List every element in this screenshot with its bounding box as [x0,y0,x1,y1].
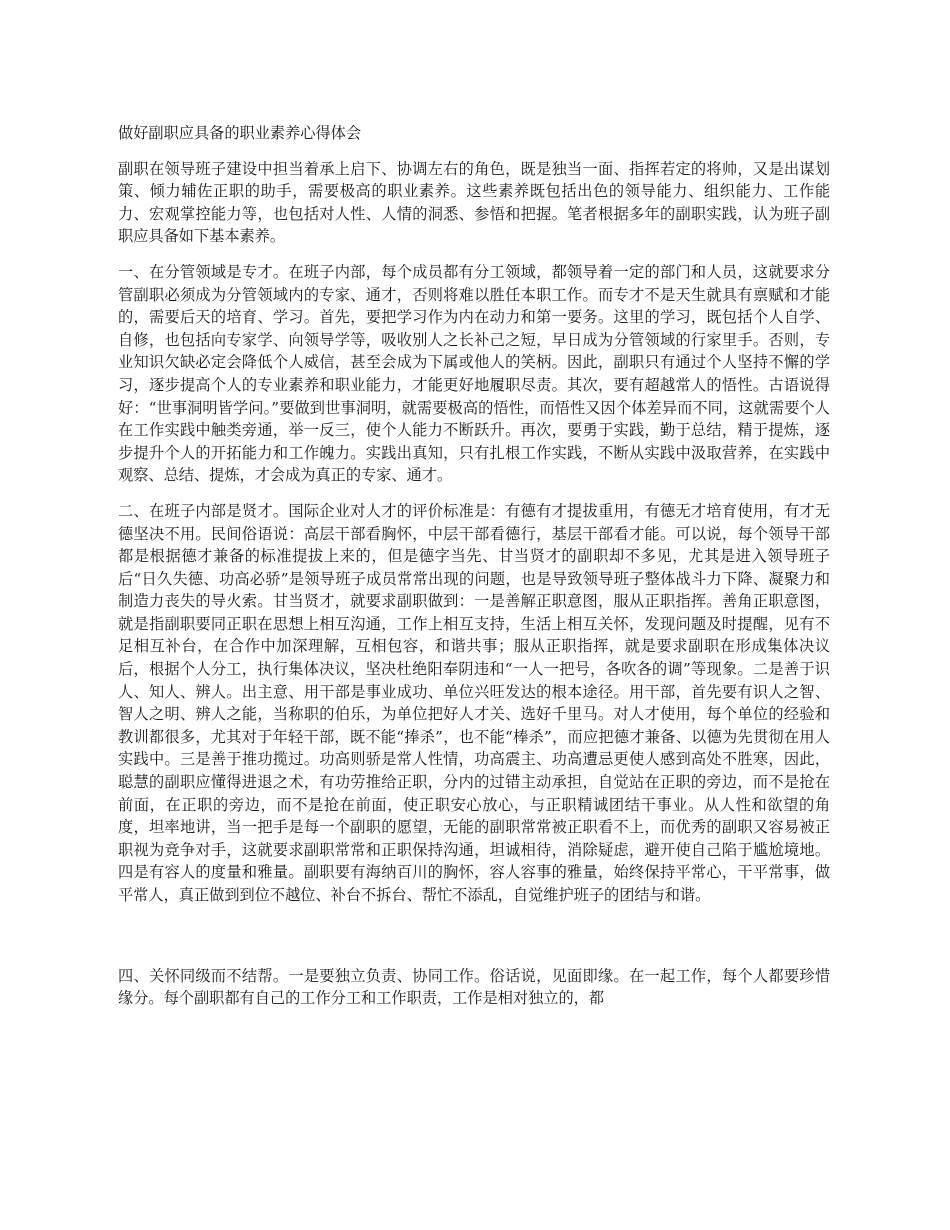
intro-paragraph: 副职在领导班子建设中担当着承上启下、协调左右的角色，既是独当一面、指挥若定的将帅，又是出谋划策、倾力辅佐正职的助手，需要极高的职业素养。这些素养既包括出色的领导能力、组织能力、工作能力、宏观掌控能力等，也包括对人性、人情的洞悉、参悟和把握。笔者根据多年的副职实践，认为班子副职应具备如下基本素养。 [118,159,830,246]
section-four-paragraph: 四、关怀同级而不结帮。一是要独立负责、协同工作。俗话说，见面即缘。在一起工作，每个人都要珍惜缘分。每个副职都有自己的工作分工和工作职责，工作是相对独立的，都 [118,966,830,1008]
section-one-paragraph: 一、在分管领域是专才。在班子内部，每个成员都有分工领域，都领导着一定的部门和人员，这就要求分管副职必须成为分管领域内的专家、通才，否则将难以胜任本职工作。而专才不是天生就具有禀赋和才能的，需要后天的培育、学习。首先，要把学习作为内在动力和第一要务。这里的学习，既包括个人自学、自修，也包括向专家学、向领导学等，吸收别人之长补己之短，早日成为分管领域的行家里手。否则，专业知识欠缺必定会降低个人威信，甚至会成为下属或他人的笑柄。因此，副职只有通过个人坚持不懈的学习，逐步提高个人的专业素养和职业能力，才能更好地履职尽责。其次，要有超越常人的悟性。古语说得好：“世事洞明皆学问。”要做到世事洞明，就需要极高的悟性，而悟性又因个体差异而不同，这就需要个人在工作实践中触类旁通，举一反三，使个人能力不断跃升。再次，要勇于实践，勤于总结，精于提炼，逐步提升个人的开拓能力和工作魄力。实践出真知，只有扎根工作实践，不断从实践中汲取营养，在实践中观察、总结、提炼，才会成为真正的专家、通才。 [118,262,830,485]
document-title: 做好副职应具备的职业素养心得体会 [118,124,361,142]
section-two-paragraph: 二、在班子内部是贤才。国际企业对人才的评价标准是：有德有才提拔重用，有德无才培育使用，有才无德坚决不用。民间俗语说：高层干部看胸怀，中层干部看德行，基层干部看才能。可以说，每个领导干部都是根据德才兼备的标准提拔上来的，但是德字当先、甘当贤才的副职却不多见，尤其是进入领导班子后“日久失德、功高必骄”是领导班子成员常常出现的问题，也是导致领导班子整体战斗力下降、凝聚力和制造力丧失的导火索。甘当贤才，就要求副职做到：一是善解正职意图，服从正职指挥。善角正职意图，就是指副职要同正职在思想上相互沟通，工作上相互支持，生活上相互关怀，发现问题及时提醒，见有不足相互补台，在合作中加深理解，互相包容，和谐共事；服从正职指挥，就是要求副职在形成集体决议后，根据个人分工，执行集体决议，坚决杜绝阳奉阴违和“一人一把号，各吹各的调”等现象。二是善于识人、知人、辨人。出主意、用干部是事业成功、单位兴旺发达的根本途径。用干部，首先要有识人之智、智人之明、辨人之能，当称职的伯乐，为单位把好人才关、选好千里马。对人才使用，每个单位的经验和教训都很多，尤其对于年轻干部，既不能“捧杀”，也不能“棒杀”，而应把德才兼备、以德为先贯彻在用人实践中。三是善于推功揽过。功高则骄是常人性情，功高震主、功高遭忌更使人感到高处不胜寒，因此，聪慧的副职应懂得进退之术，有功劳推给正职，分内的过错主动承担，自觉站在正职的旁边，而不是抢在前面，在正职的旁边，而不是抢在前面，使正职安心放心，与正职精诚团结干事业。从人性和欲望的角度，坦率地讲，当一把手是每一个副职的愿望，无能的副职常常被正职看不上，而优秀的副职又容易被正职视为竞争对手，这就要求副职常常和正职保持沟通，坦诚相待，消除疑虑，避开使自己陷于尴尬境地。四是有容人的度量和雅量。副职要有海纳百川的胸怀，容人容事的雅量，始终保持平常心，干平常事，做平常人，真正做到到位不越位、补台不拆台、帮忙不添乱，自觉维护班子的团结与和谐。 [118,501,830,904]
document-page [118,122,830,1023]
